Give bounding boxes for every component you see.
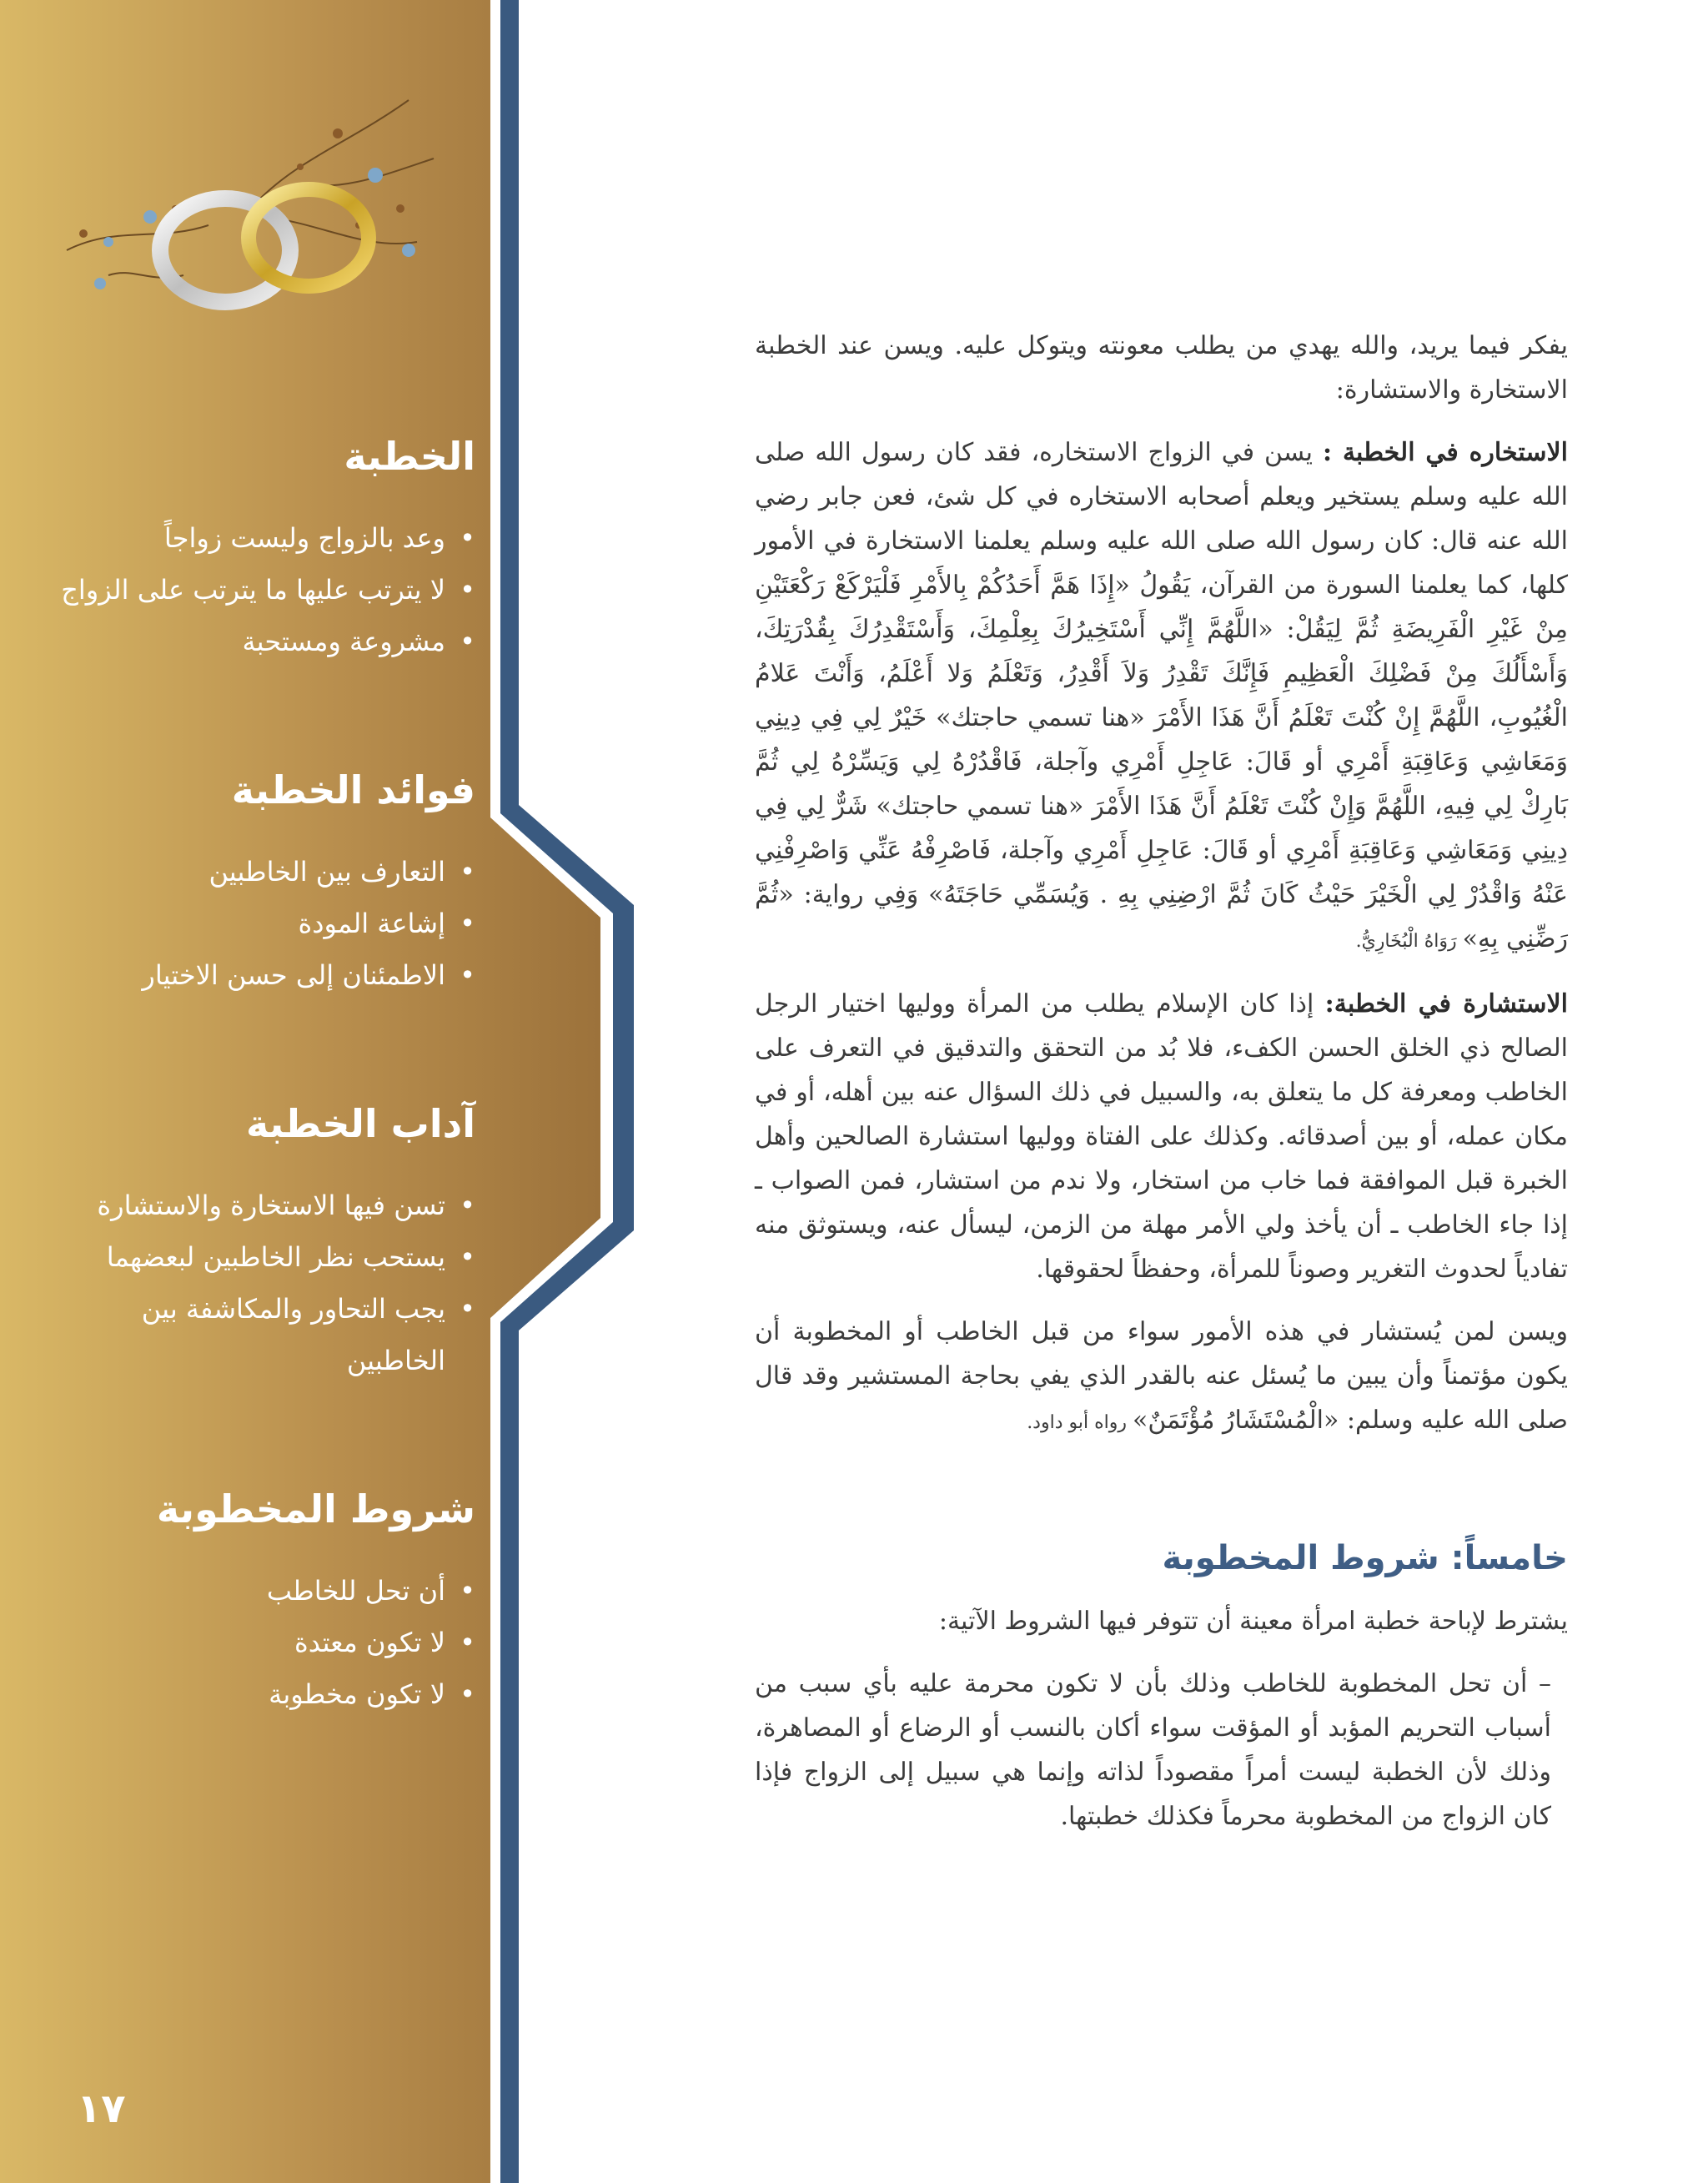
- sidebar-list: [50, 512, 475, 667]
- consult-paragraph: [755, 1310, 1568, 1445]
- sidebar-section-benefits: [50, 767, 475, 1001]
- list-item: • يجب التحاور والمكاشفة بين الخاطبين: [50, 1283, 475, 1386]
- sidebar-heading: آداب الخطبة: [245, 1101, 475, 1146]
- list-item: • لا تكون معتدة: [50, 1617, 475, 1668]
- sidebar-list: [50, 1180, 475, 1386]
- istikhara-label: الاستخاره في الخطبة :: [1322, 438, 1569, 467]
- sidebar-section-etiquette: [50, 1101, 475, 1386]
- sidebar-section-engagement: [50, 434, 475, 667]
- istishara-text: إذا كان الإسلام يطلب من المرأة ووليها اختيار الرجل الصالح ذي الخلق الحسن الكفء، فلا بُد من التحقق والتدقيق في التعرف على الخاطب ومعرفة كل ما يتعلق به، والسبيل في ذلك السؤال عنه بين أهله، أو في مكان عمله، أو بين أصدقائه. وكذلك على الفتاة ووليها استشارة الصالحين وأهل الخبرة قبل الموافقة فما خاب من استخار، ولا ندم من استشار، فمن الصواب ـ إذا جاء الخاطب ـ أن يأخذ ولي الأمر مهلة من الزمن، ليسأل عنه، ويستوثق منه تفادياً لحدوث التغرير وصوناً للمرأة، وحفظاً لحقوقها.: [755, 989, 1568, 1284]
- consult-source: رواه أبو داود.: [1027, 1412, 1133, 1433]
- list-item: • تسن فيها الاستخارة والاستشارة: [50, 1180, 475, 1231]
- sidebar-section-conditions: [50, 1486, 475, 1720]
- istikhara-text: يسن في الزواج الاستخاره، فقد كان رسول الله صلى الله عليه وسلم يستخير ويعلم أصحابه الاستخاره في كل شئ، فعن جابر رضي الله عنه قال: كان رسول الله صلى الله عليه وسلم يعلمنا الاستخارة في الأمور كلها، كما يعلمنا السورة من القرآن، يَقُولُ «إِذَا هَمَّ أَحَدُكُمْ بِالأَمْرِ فَلْيَرْكَعْ رَكْعَتَيْنِ مِنْ غَيْرِ الْفَرِيضَةِ ثُمَّ لِيَقُلْ: «اللَّهُمَّ إِنِّي أَسْتَخِيرُكَ بِعِلْمِكَ، وَأَسْتَقْدِرُكَ بِقُدْرَتِكَ، وَأَسْأَلُكَ مِنْ فَضْلِكَ الْعَظِيمِ فَإِنَّكَ تَقْدِرُ وَلاَ أَقْدِرُ، وَتَعْلَمُ وَلا أَعْلَمُ، وَأَنْتَ عَلامُ الْغُيُوبِ، اللَّهُمَّ إِنْ كُنْتَ تَعْلَمُ أَنَّ هَذَا الأَمْرَ «هنا تسمي حاجتك» خَيْرٌ لِي فِي دِينِي وَمَعَاشِي وَعَاقِبَةِ أَمْرِي أو قَالَ: عَاجِلِ أَمْرِي وآجلة، فَاقْدُرْهُ لِي وَيَسِّرْهُ لِي ثُمَّ بَارِكْ لِي فِيهِ، اللَّهُمَّ وَإِنْ كُنْتَ تَعْلَمُ أَنَّ هَذَا الأَمْرَ «هنا تسمي حاجتك» شَرٌّ لِي فِي دِينِي وَمَعَاشِي وَعَاقِبَةِ أَمْرِي أو قَالَ: عَاجِلِ أَمْرِي وآجلة، فَاصْرِفْهُ عَنِّي وَاصْرِفْنِي عَنْهُ وَاقْدُرْ لِي الْخَيْرَ حَيْثُ كَانَ ثُمَّ ارْضِنِي بِهِ . وَيُسَمِّي حَاجَتَهُ» وَفِي رواية: «ثُمَّ رَضِّنِي بِهِ»: [755, 438, 1568, 953]
- wedding-rings-icon: [50, 83, 467, 334]
- list-item: • التعارف بين الخاطبين: [50, 846, 475, 898]
- list-item: • الاطمئنان إلى حسن الاختيار: [50, 949, 475, 1001]
- istikhara-source: رَوَاهُ الْبُخَارِيُّ.: [1355, 931, 1463, 952]
- consult-text: ويسن لمن يُستشار في هذه الأمور سواء من قبل الخاطب أو المخطوبة أن يكون مؤتمناً وأن يبين ما يُسئل عنه بالقدر الذي يفي بحاجة المستشير وقد قال صلى الله عليه وسلم: «الْمُسْتَشَارُ مُؤْتَمَنٌ»: [755, 1317, 1568, 1435]
- sidebar-heading: الخطبة: [344, 434, 475, 479]
- main-content: [755, 324, 1568, 1857]
- page-number: ١٧: [77, 2085, 126, 2132]
- intro-paragraph: يفكر فيما يريد، والله يهدي من يطلب معونته ويتوكل عليه. ويسن عند الخطبة الاستخارة والاستشارة:: [755, 331, 1568, 405]
- list-item: • يستحب نظر الخاطبين لبعضهما: [50, 1231, 475, 1283]
- section-intro: يشترط لإباحة خطبة امرأة معينة أن تتوفر فيها الشروط الآتية:: [938, 1607, 1568, 1636]
- istikhara-paragraph: [755, 430, 1568, 963]
- list-item: • إشاعة المودة: [50, 898, 475, 949]
- sidebar-heading: فوائد الخطبة: [231, 767, 475, 812]
- sidebar-summary: [50, 434, 475, 1720]
- istishara-paragraph: [755, 982, 1568, 1291]
- list-item: • مشروعة ومستحبة: [50, 616, 475, 667]
- section-title: خامساً: شروط المخطوبة: [1162, 1539, 1568, 1577]
- istishara-label: الاستشارة في الخطبة:: [1324, 989, 1568, 1019]
- list-item: • لا تكون مخطوبة: [50, 1668, 475, 1720]
- sidebar-list: [50, 1565, 475, 1720]
- list-item: • لا يترتب عليها ما يترتب على الزواج: [50, 564, 475, 616]
- list-item: • وعد بالزواج وليست زواجاً: [50, 512, 475, 564]
- sidebar-list: [50, 846, 475, 1001]
- sidebar-heading: شروط المخطوبة: [156, 1486, 475, 1532]
- condition-item: – أن تحل المخطوبة للخاطب وذلك بأن لا تكون محرمة عليه بأي سبب من أسباب التحريم المؤبد أو المؤقت سواء أكان بالنسب أو الرضاع أو المصاهرة، وذلك لأن الخطبة ليست أمراً مقصوداً لذاته وإنما هي سبيل إلى الزواج فإذا كان الزواج من المخطوبة محرماً فكذلك خطبتها.: [755, 1669, 1551, 1831]
- list-item: • أن تحل للخاطب: [50, 1565, 475, 1617]
